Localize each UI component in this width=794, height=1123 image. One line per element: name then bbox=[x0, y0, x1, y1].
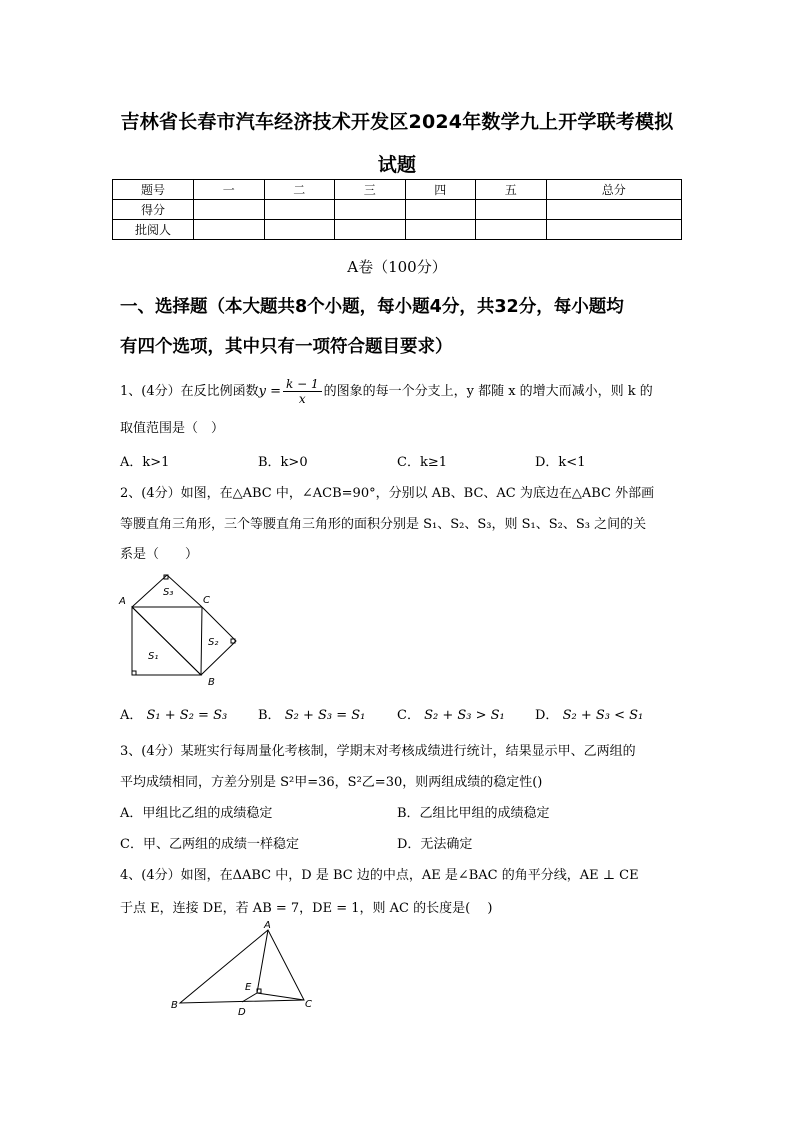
exam-title-line1: 吉林省长春市汽车经济技术开发区2024年数学九上开学联考模拟 bbox=[120, 111, 674, 133]
score-table-header-row bbox=[113, 180, 682, 200]
question-3-option-b[interactable]: B．乙组比甲组的成绩稳定 bbox=[397, 806, 550, 821]
question-4-line1: 4、(4分）如图，在ΔABC 中，D 是 BC 边的中点，AE 是∠BAC 的角平分线，AE ⊥ CE bbox=[120, 868, 639, 883]
question-3-option-d[interactable]: D．无法确定 bbox=[397, 837, 473, 852]
paper-a-heading: A卷（100分） bbox=[347, 258, 447, 276]
section-heading-line2: 有四个选项，其中只有一项符合题目要求） bbox=[120, 337, 453, 357]
question-1-y-eq: y = bbox=[258, 384, 281, 399]
figure-label-b: B bbox=[171, 1000, 178, 1011]
question-1-option-d[interactable]: D．k<1 bbox=[535, 455, 586, 470]
question-2-option-b[interactable] bbox=[258, 704, 365, 723]
question-1-prefix: 1、(4分）在反比例函数 bbox=[120, 384, 259, 399]
question-1-option-b[interactable]: B．k>0 bbox=[258, 455, 308, 470]
question-1-option-c[interactable]: C．k≥1 bbox=[397, 455, 447, 470]
score-cell bbox=[476, 220, 547, 240]
question-1-fraction bbox=[283, 377, 322, 406]
question-1-line1 bbox=[120, 377, 680, 406]
option-expression: S₂ + S₃ > S₁ bbox=[424, 708, 505, 723]
figure-label-a: A bbox=[119, 596, 126, 607]
segment-ae bbox=[257, 930, 268, 993]
figure-label-c: C bbox=[203, 595, 210, 606]
figure-label-s2: S₂ bbox=[208, 637, 219, 648]
question-2-option-a[interactable] bbox=[120, 704, 227, 723]
score-cell bbox=[194, 220, 265, 240]
question-1-suffix: 的图象的每一个分支上，y 都随 x 的增大而减小，则 k 的 bbox=[323, 384, 653, 399]
score-table-row bbox=[113, 220, 682, 240]
question-3-line1: 3、(4分）某班实行每周量化考核制，学期末对考核成绩进行统计，结果显示甲、乙两组的 bbox=[120, 744, 636, 759]
right-angle-mark bbox=[132, 671, 136, 675]
question-2-line1: 2、(4分）如图，在△ABC 中，∠ACB=90°，分别以 AB、BC、AC 为底边在△ABC 外部画 bbox=[120, 486, 655, 501]
option-expression: S₂ + S₃ = S₁ bbox=[284, 708, 366, 723]
score-cell bbox=[264, 200, 335, 220]
score-cell bbox=[405, 200, 476, 220]
score-table-row-label: 批阅人 bbox=[113, 220, 194, 240]
figure-label-c: C bbox=[305, 999, 312, 1010]
exam-title-line2: 试题 bbox=[377, 154, 417, 176]
segment-cb bbox=[201, 607, 202, 675]
question-3-option-a[interactable]: A．甲组比乙组的成绩稳定 bbox=[120, 806, 273, 821]
question-2-line3: 系是（ ） bbox=[120, 547, 199, 562]
score-cell bbox=[405, 220, 476, 240]
question-2-figure bbox=[110, 570, 250, 690]
figure-label-a: A bbox=[264, 920, 271, 931]
score-table-header-cell: 三 bbox=[335, 180, 406, 200]
score-table-header-cell: 一 bbox=[194, 180, 265, 200]
fraction-numerator: k − 1 bbox=[283, 377, 322, 392]
score-cell bbox=[546, 200, 682, 220]
score-cell bbox=[476, 200, 547, 220]
score-table-header-cell: 四 bbox=[405, 180, 476, 200]
option-expression: S₁ + S₂ = S₃ bbox=[146, 708, 228, 723]
score-table-row-label: 得分 bbox=[113, 200, 194, 220]
figure-label-s1: S₁ bbox=[148, 651, 159, 662]
option-letter: C． bbox=[397, 708, 420, 723]
segment-ab bbox=[132, 607, 201, 675]
question-4-figure bbox=[165, 920, 325, 1020]
score-table-header-cell: 二 bbox=[264, 180, 335, 200]
figure-label-s3: S₃ bbox=[163, 587, 174, 598]
score-cell bbox=[335, 220, 406, 240]
score-table-header-cell: 五 bbox=[476, 180, 547, 200]
question-2-line2: 等腰直角三角形，三个等腰直角三角形的面积分别是 S₁、S₂、S₃，则 S₁、S₂、S₃ 之间的关 bbox=[120, 517, 647, 532]
score-table-header-cell: 总分 bbox=[546, 180, 682, 200]
triangle-abc bbox=[180, 930, 304, 1003]
score-table-row bbox=[113, 200, 682, 220]
question-4-line2: 于点 E，连接 DE，若 AB = 7，DE = 1，则 AC 的长度是( ) bbox=[120, 901, 493, 916]
section-heading-line1: 一、选择题（本大题共8个小题，每小题4分，共32分，每小题均 bbox=[120, 297, 624, 317]
question-3-option-c[interactable]: C．甲、乙两组的成绩一样稳定 bbox=[120, 837, 299, 852]
score-cell bbox=[194, 200, 265, 220]
segment-de bbox=[242, 993, 257, 1002]
question-2-option-d[interactable] bbox=[535, 704, 643, 723]
question-1-option-a[interactable]: A．k>1 bbox=[120, 455, 170, 470]
figure-label-d: D bbox=[238, 1007, 246, 1018]
question-2-option-c[interactable] bbox=[397, 704, 505, 723]
question-1-line2: 取值范围是（ ） bbox=[120, 421, 225, 436]
score-table-header-cell: 题号 bbox=[113, 180, 194, 200]
option-letter: D． bbox=[535, 708, 559, 723]
option-letter: B． bbox=[258, 708, 281, 723]
score-table bbox=[112, 179, 682, 240]
segment-ec bbox=[257, 993, 304, 1000]
score-cell bbox=[546, 220, 682, 240]
option-letter: A． bbox=[120, 708, 143, 723]
figure-label-e: E bbox=[245, 982, 252, 993]
fraction-denominator: x bbox=[298, 392, 306, 406]
option-expression: S₂ + S₃ < S₁ bbox=[562, 708, 644, 723]
score-cell bbox=[335, 200, 406, 220]
figure-label-b: B bbox=[208, 677, 215, 688]
score-cell bbox=[264, 220, 335, 240]
question-3-line2: 平均成绩相同，方差分别是 S²甲=36，S²乙=30，则两组成绩的稳定性() bbox=[120, 775, 543, 790]
